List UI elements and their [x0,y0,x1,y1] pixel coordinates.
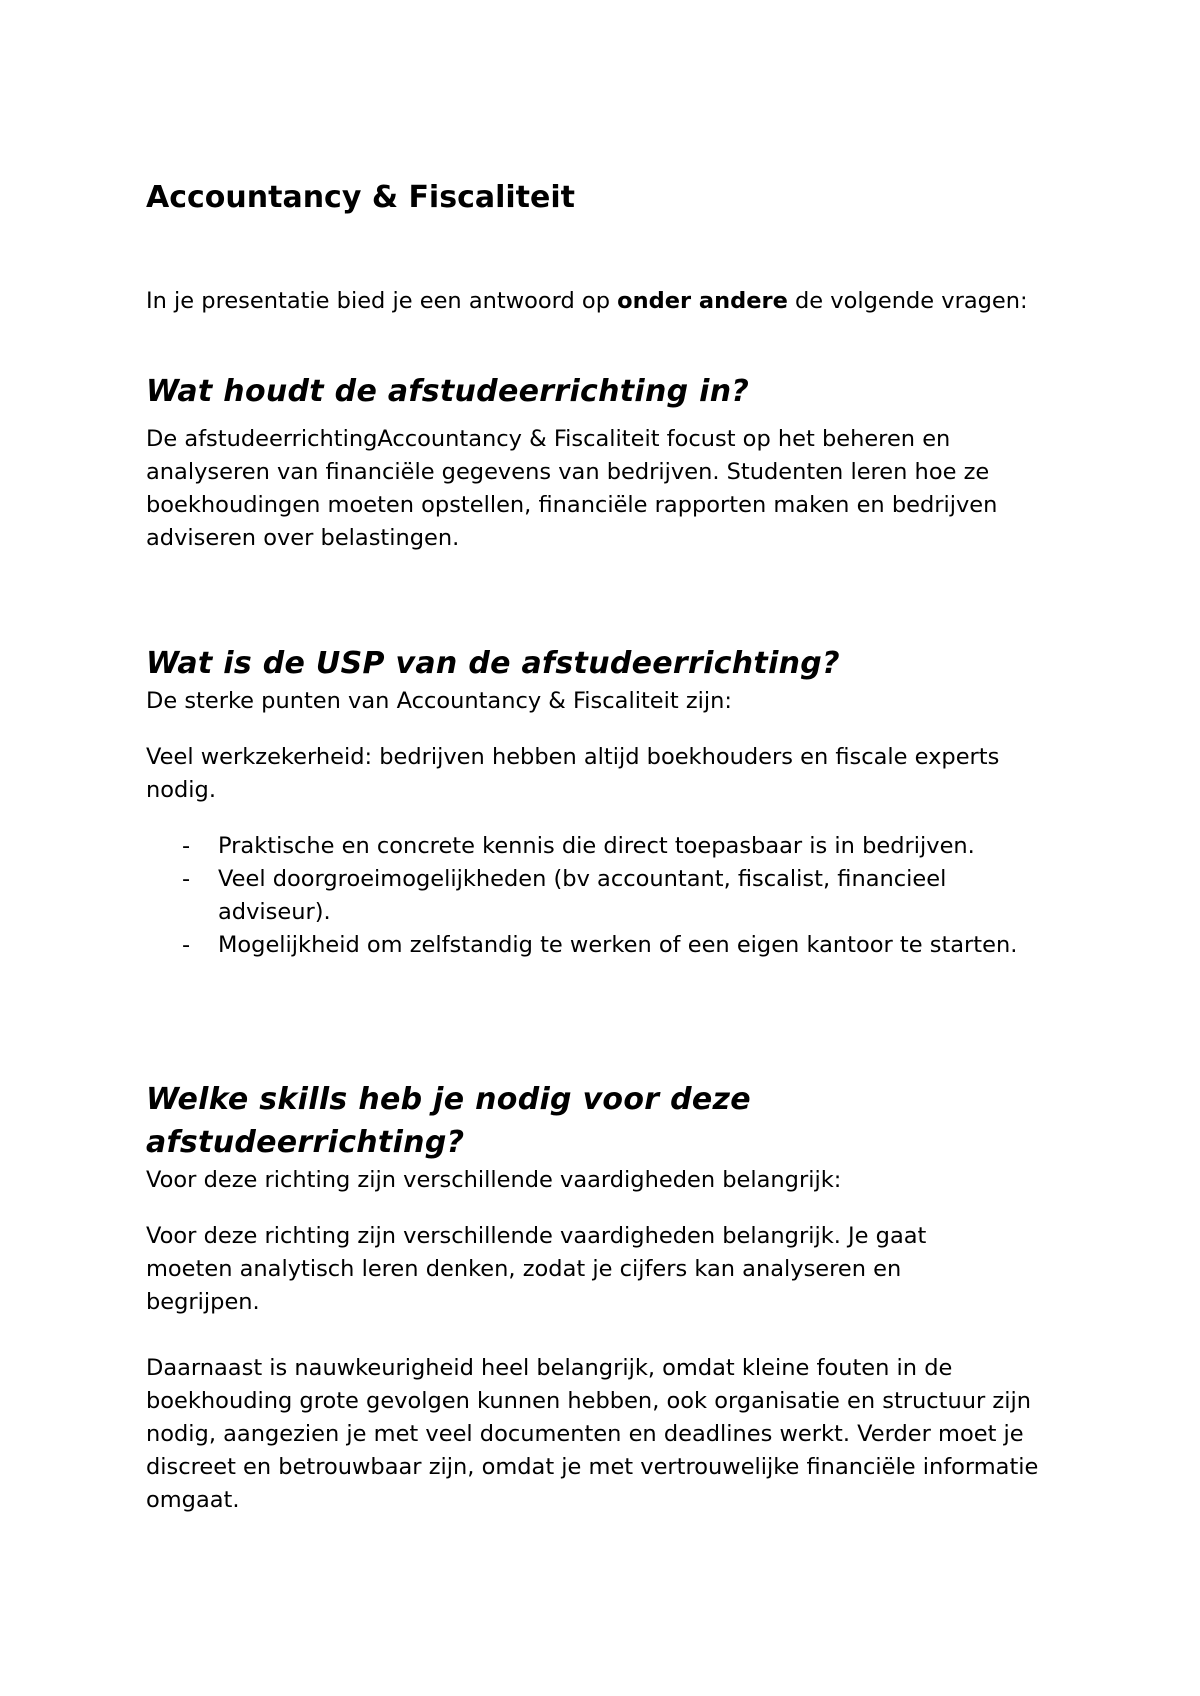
section-skills-heading: Welke skills heb je nodig voor deze afstudeerrichting? [146,1082,751,1160]
intro-text-start: In je presentatie bied je een antwoord op [146,288,618,314]
section-usp-heading: Wat is de USP van de afstudeerrichting? [146,646,840,681]
intro-block [146,285,1076,318]
intro-paragraph [146,285,1036,318]
document-title: Accountancy & Fiscaliteit [146,180,575,215]
intro-text-end: de volgende vragen: [787,288,1028,314]
dash-bullet-icon: - [182,866,191,892]
intro-emphasis: onder andere [617,288,788,314]
list-item [146,863,1046,929]
section-usp-paragraph: Veel werkzekerheid: bedrijven hebben altijd boekhouders en fiscale experts nodig. [146,744,1000,803]
section-usp [146,642,1076,962]
list-item [146,929,1046,962]
list-item-text: Veel doorgroeimogelijkheden (bv accountant, fiscalist, financieel adviseur). [218,866,947,925]
list-item-text: Mogelijkheid om zelfstandig te werken of een eigen kantoor te starten. [218,932,1018,958]
section-skills [146,1078,1076,1517]
dash-bullet-icon: - [182,932,191,958]
section-usp-lead: De sterke punten van Accountancy & Fiscaliteit zijn: [146,688,732,714]
section-what-is-it-body: De afstudeerrichtingAccountancy & Fiscaliteit focust op het beheren en analyseren van financiële gegevens van bedrijven. Studenten leren hoe ze boekhoudingen moeten opstellen, financiële rapporten maken en bedrijven adviseren over belastingen. [146,426,998,551]
section-what-is-it [146,370,1076,555]
section-skills-paragraph-1: Voor deze richting zijn verschillende vaardigheden belangrijk. Je gaat moeten analytisch leren denken, zodat je cijfers kan analyseren en begrijpen. [146,1223,927,1315]
list-item-text: Praktische en concrete kennis die direct toepasbaar is in bedrijven. [218,833,975,859]
section-what-is-it-heading: Wat houdt de afstudeerrichting in? [146,374,750,409]
usp-bullet-list [146,830,1046,962]
list-item [146,830,1046,863]
dash-bullet-icon: - [182,833,191,859]
section-skills-paragraph-2: Daarnaast is nauwkeurigheid heel belangrijk, omdat kleine fouten in de boekhouding grote gevolgen kunnen hebben, ook organisatie en structuur zijn nodig, aangezien je met veel documenten en deadlines werkt. Verder moet je discreet en betrouwbaar zijn, omdat je met vertrouwelijke financiële informatie omgaat. [146,1355,1039,1513]
section-skills-lead: Voor deze richting zijn verschillende vaardigheden belangrijk: [146,1167,842,1193]
